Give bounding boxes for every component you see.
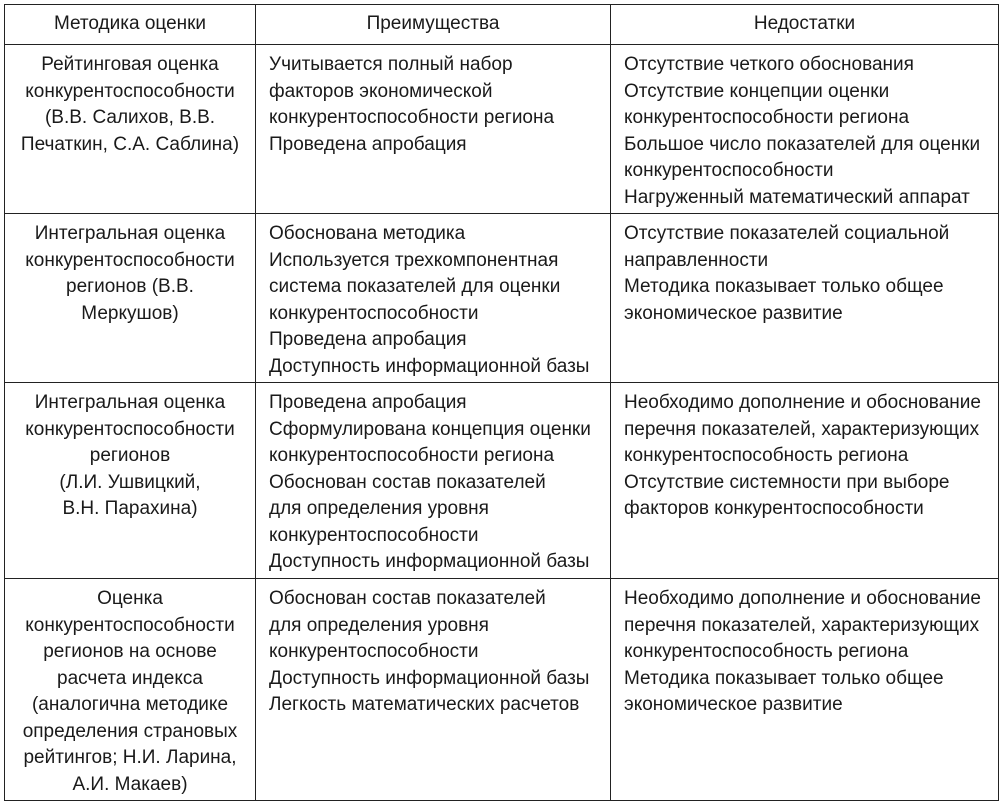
- disadvantages-cell: [611, 45, 999, 214]
- table-body: [5, 45, 999, 801]
- cell-line: Интегральная оценка: [34, 392, 226, 413]
- advantages-cell: [256, 383, 611, 579]
- cell-line: Проведена апробация: [269, 133, 467, 155]
- cell-line: конкурентоспособности региона: [269, 445, 555, 466]
- cell-line: (В.В. Салихов, В.В.: [44, 107, 216, 128]
- cell-line: Учитывается полный набор: [269, 54, 513, 75]
- cell-line: Сформулирована концепция оценки: [269, 418, 591, 440]
- cell-line: факторов конкурентоспособности: [624, 498, 924, 519]
- cell-line: Отсутствие показателей социальной: [624, 223, 950, 244]
- cell-line: Обоснован состав показателей: [269, 588, 546, 609]
- cell-line: экономическое развитие: [624, 302, 843, 324]
- advantages-cell: [256, 579, 611, 801]
- table-row: [5, 214, 999, 383]
- cell-line: В.Н. Парахина): [62, 498, 198, 519]
- cell-line: конкурентоспособность региона: [624, 641, 909, 662]
- header-method: Методика оценки: [5, 5, 256, 45]
- header-row: [5, 5, 999, 45]
- method-cell: [5, 45, 256, 214]
- method-cell: [5, 383, 256, 579]
- cell-line: экономическое развитие: [624, 694, 843, 715]
- method-cell: [5, 214, 256, 383]
- cell-line: А.И. Макаев): [72, 773, 188, 795]
- cell-line: Отсутствие системности при выборе: [624, 471, 950, 493]
- cell-line: конкурентоспособности: [269, 524, 479, 546]
- cell-line: Нагруженный математический аппарат: [624, 186, 970, 208]
- table-row: [5, 45, 999, 214]
- cell-line: конкурентоспособности: [624, 160, 834, 181]
- cell-line: направленности: [624, 249, 769, 271]
- cell-line: Легкость математических расчетов: [269, 694, 580, 715]
- cell-line: Обоснован состав показателей: [269, 471, 546, 493]
- cell-line: конкурентоспособности: [25, 418, 235, 440]
- cell-line: Рейтинговая оценка: [41, 54, 219, 75]
- cell-line: (аналогична методике: [31, 694, 229, 715]
- advantages-cell: [256, 214, 611, 383]
- cell-line: система показателей для оценки: [269, 276, 561, 297]
- cell-line: Необходимо дополнение и обоснование: [624, 588, 981, 609]
- table-row: [5, 579, 999, 801]
- cell-line: перечня показателей, характеризующих: [624, 418, 980, 440]
- cell-line: Отсутствие четкого обоснования: [624, 54, 914, 75]
- cell-line: (Л.И. Ушвицкий,: [59, 471, 201, 493]
- cell-line: конкурентоспособности: [25, 80, 235, 102]
- cell-line: Большое число показателей для оценки: [624, 133, 981, 155]
- cell-line: для определения уровня: [269, 498, 489, 519]
- cell-line: конкурентоспособности: [269, 641, 479, 662]
- comparison-table: [4, 4, 999, 801]
- cell-line: конкурентоспособности: [269, 302, 479, 324]
- cell-line: Меркушов): [81, 302, 179, 324]
- cell-line: конкурентоспособности региона: [269, 107, 555, 128]
- cell-line: регионов на основе: [43, 641, 217, 662]
- cell-line: расчета индекса: [57, 667, 203, 689]
- cell-line: Доступность информационной базы: [269, 355, 590, 377]
- cell-line: Проведена апробация: [269, 392, 467, 413]
- cell-line: Проведена апробация: [269, 329, 467, 350]
- cell-line: конкурентоспособность региона: [624, 445, 909, 466]
- disadvantages-cell: [611, 579, 999, 801]
- cell-line: Обоснована методика: [269, 223, 466, 244]
- cell-line: конкурентоспособности: [25, 614, 235, 636]
- cell-line: конкурентоспособности: [25, 249, 235, 271]
- cell-line: Методика показывает только общее: [624, 276, 944, 297]
- cell-line: определения страновых: [22, 720, 238, 742]
- cell-line: Оценка: [97, 588, 163, 609]
- table-row: [5, 383, 999, 579]
- cell-line: Печаткин, С.А. Саблина): [20, 133, 240, 155]
- cell-line: Методика показывает только общее: [624, 667, 944, 689]
- cell-line: для определения уровня: [269, 614, 489, 636]
- cell-line: перечня показателей, характеризующих: [624, 614, 980, 636]
- header-advantages: Преимущества: [256, 5, 611, 45]
- method-cell: [5, 579, 256, 801]
- cell-line: Используется трехкомпонентная: [269, 249, 559, 271]
- cell-line: рейтингов; Н.И. Ларина,: [23, 747, 237, 768]
- cell-line: регионов (В.В.: [66, 276, 194, 297]
- advantages-cell: [256, 45, 611, 214]
- cell-line: Интегральная оценка: [34, 223, 226, 244]
- cell-line: Отсутствие концепции оценки: [624, 80, 890, 102]
- cell-line: конкурентоспособности региона: [624, 107, 910, 128]
- disadvantages-cell: [611, 214, 999, 383]
- disadvantages-cell: [611, 383, 999, 579]
- cell-line: Доступность информационной базы: [269, 667, 590, 689]
- cell-line: Доступность информационной базы: [269, 551, 590, 572]
- cell-line: факторов экономической: [269, 80, 493, 102]
- header-disadvantages: Недостатки: [611, 5, 999, 45]
- cell-line: Необходимо дополнение и обоснование: [624, 392, 981, 413]
- cell-line: регионов: [89, 445, 171, 466]
